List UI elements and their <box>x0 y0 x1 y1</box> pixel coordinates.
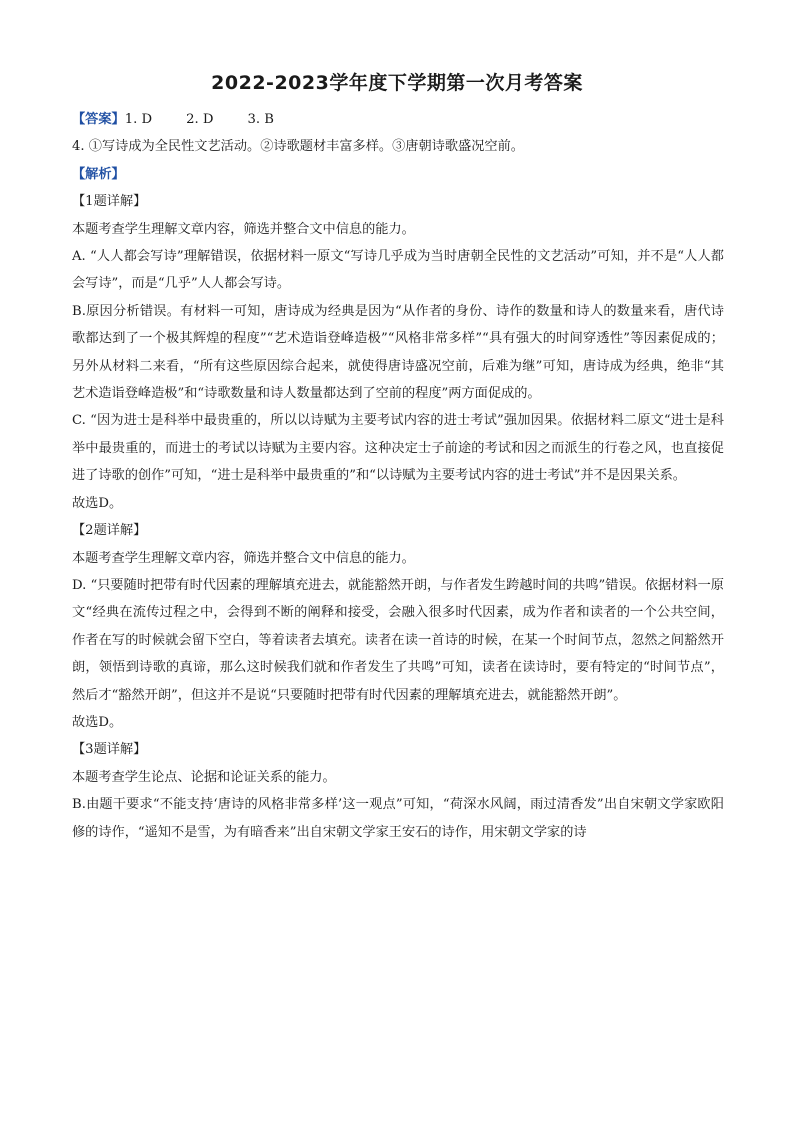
paragraph: B.由题干要求“不能支持‘唐诗的风格非常多样’这一观点”可知，“荷深水风阔，雨过清香发”出自宋朝文学家欧阳修的诗作，“遥知不是雪，为有暗香来”出自宋朝文学家王安石的诗作，用宋朝文学家的诗 <box>72 797 724 840</box>
paragraph: 本题考查学生理解文章内容，筛选并整合文中信息的能力。 <box>72 550 415 566</box>
paragraph: A. “人人都会写诗”理解错误，依据材料一原文“写诗几乎成为当时唐朝全民性的文艺活动”可知，并不是“人人都会写诗”，而是“几乎”人人都会写诗。 <box>72 249 724 292</box>
section-heading: 【2题详解】 <box>72 523 147 539</box>
section-heading: 【1题详解】 <box>72 194 147 210</box>
analysis-heading <box>72 161 724 188</box>
page-title: 2022-2023学年度下学期第一次月考答案 <box>211 72 583 94</box>
section-heading: 【3题详解】 <box>72 742 147 758</box>
answer-3: 3. B <box>247 112 274 127</box>
paragraph: D. “只要随时把带有时代因素的理解填充进去，就能豁然开朗，与作者发生跨越时间的共鸣”错误。依据材料一原文“经典在流传过程之中，会得到不断的阐释和接受，会融入很多时代因素，成为作者和读者的一个公共空间，作者在写的时候就会留下空白，等着读者去填充。读者在读一首诗的时候，在某一个时间节点，忽然之间豁然开朗，领悟到诗歌的真谛，那么这时候我们就和作者发生了共鸣”可知，读者在读诗时，要有特定的“时间节点”，然后才“豁然开朗”，但这并不是说“只要随时把带有时代因素的理解填充进去，就能豁然开朗”。 <box>72 577 724 703</box>
document-body <box>72 106 724 846</box>
answer-2: 2. D <box>186 112 214 127</box>
paragraph: 故选D。 <box>72 495 123 511</box>
paragraph: 本题考查学生理解文章内容，筛选并整合文中信息的能力。 <box>72 221 415 237</box>
answer-line <box>72 106 724 133</box>
answer-tag: 【答案】 <box>72 112 125 127</box>
answer-4: 4. ①写诗成为全民性文艺活动。②诗歌题材丰富多样。③唐朝诗歌盛况空前。 <box>72 139 524 155</box>
paragraph: 故选D。 <box>72 714 123 730</box>
paragraph: B.原因分析错误。有材料一可知，唐诗成为经典是因为“从作者的身份、诗作的数量和诗人的数量来看，唐代诗歌都达到了一个极其辉煌的程度”“艺术造诣登峰造极”“风格非常多样”“具有强大的时间穿透性”等因素促成的；另外从材料二来看，“所有这些原因综合起来，就使得唐诗盛况空前，后难为继”可知，唐诗成为经典，绝非“其艺术造诣登峰造极”和“诗歌数量和诗人数量都达到了空前的程度”两方面促成的。 <box>72 303 724 402</box>
paragraph: 本题考查学生论点、论据和论证关系的能力。 <box>72 769 336 785</box>
analysis-tag: 【解析】 <box>72 166 125 182</box>
answer-1: 1. D <box>124 112 153 127</box>
paragraph: C. “因为进士是科举中最贵重的，所以以诗赋为主要考试内容的进士考试”强加因果。依据材料二原文“进士是科举中最贵重的，而进士的考试以诗赋为主要内容。这种决定士子前途的考试和因之而派生的行卷之风，也直接促进了诗歌的创作”可知，“进士是科举中最贵重的”和“以诗赋为主要考试内容的进士考试”并不是因果关系。 <box>72 413 724 484</box>
